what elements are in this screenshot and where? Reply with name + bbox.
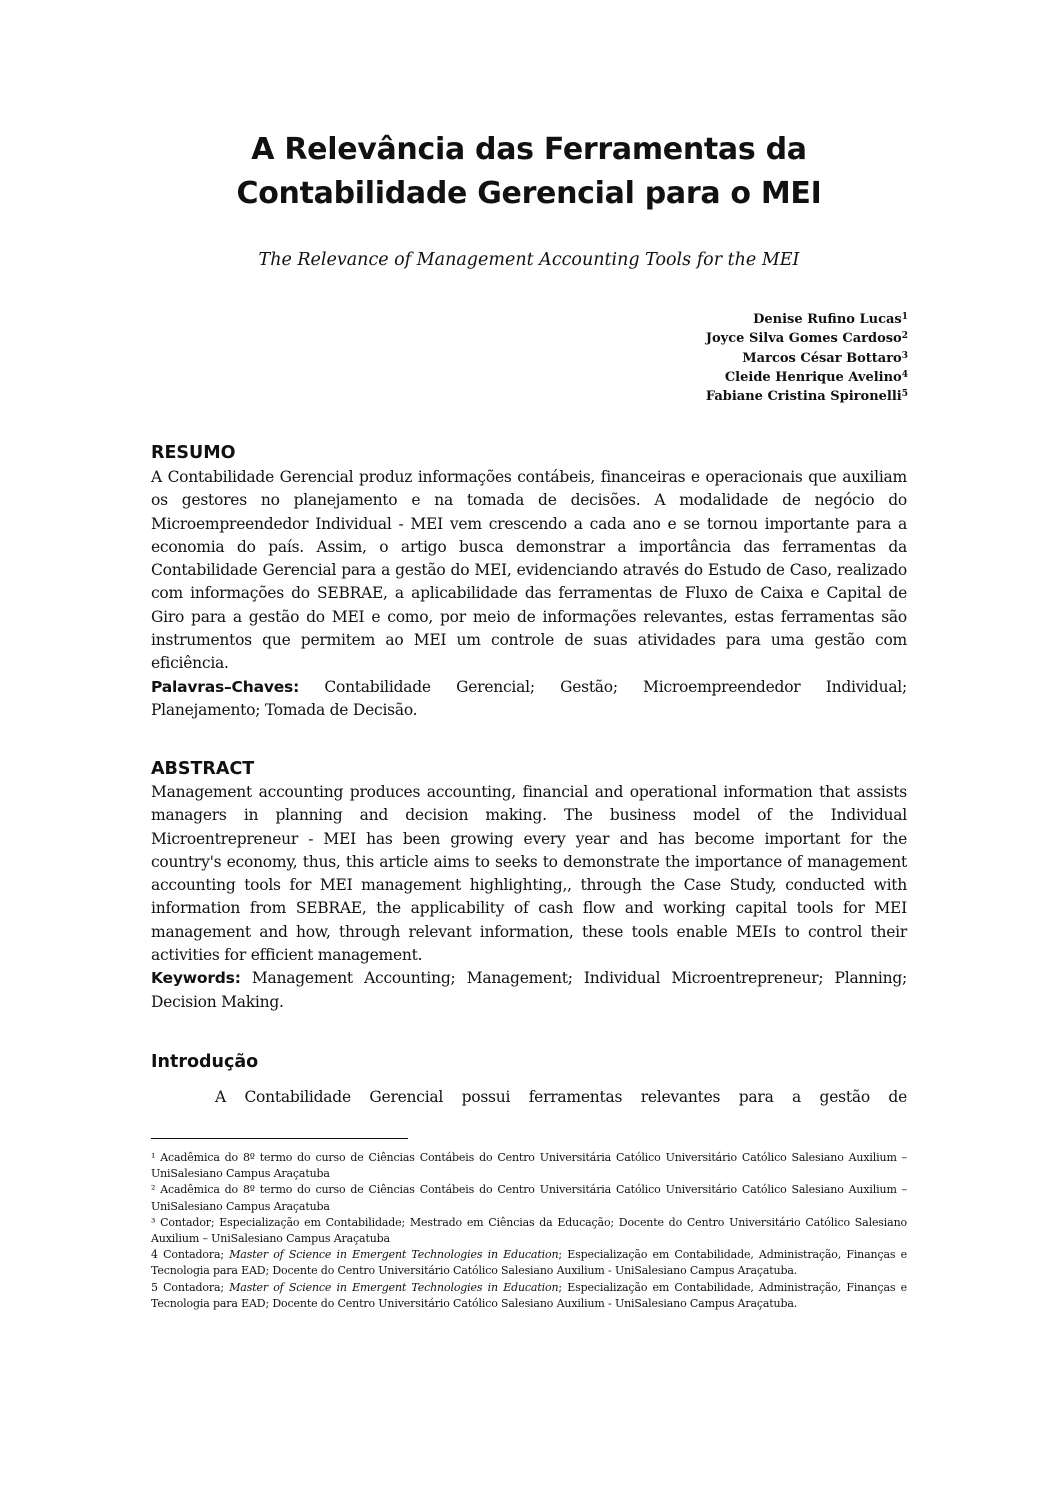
footnote-text: Contador; Especialização em Contabilidade; Mestrado em Ciências da Educação; Docente do Centro Universitário Católico Salesiano Auxilium – UniSalesiano Campus Araçatuba xyxy=(151,1215,907,1246)
author xyxy=(706,310,908,329)
footnote xyxy=(151,1150,907,1182)
author-footnote-mark: 2 xyxy=(901,331,908,342)
footnote-text-pre: Contadora; xyxy=(163,1248,224,1262)
author xyxy=(706,349,908,368)
author-name: Marcos César Bottaro xyxy=(742,350,902,366)
author-name: Fabiane Cristina Spironelli xyxy=(705,389,902,405)
footnote-mark: 5 xyxy=(151,1280,158,1294)
footnotes xyxy=(151,1150,907,1312)
abstract-keywords-label: Keywords: xyxy=(151,969,241,988)
footnote-text-post: ; Especialização em Contabilidade, Administração, Finanças e Tecnologia para EAD; Docente do Centro Universitário Católico Salesiano Auxilium - UniSalesiano Campus Araçatuba. xyxy=(151,1280,907,1310)
abstract-section xyxy=(151,781,907,1014)
author-footnote-mark: 4 xyxy=(901,369,908,380)
author xyxy=(706,387,908,406)
abstract-body: Management accounting produces accounting, financial and operational information that assists managers in planning and decision making. The business model of the Individual Microentrepreneur - MEI has been growing every year and has become important for the country's economy, thus, this article aims to seeks to demonstrate the importance of management accounting tools for MEI management highlighting,, through the Case Study, conducted with information from SEBRAE, the applicability of cash flow and working capital tools for MEI management and how, through relevant information, these tools enable MEIs to control their activities for efficient management. xyxy=(151,783,907,965)
author xyxy=(706,368,908,387)
author-footnote-mark: 5 xyxy=(901,389,908,400)
paper-subtitle: The Relevance of Management Accounting Tools for the MEI xyxy=(258,250,800,270)
footnote-text: Acadêmica do 8º termo do curso de Ciências Contábeis do Centro Universitária Católico Universitário Católico Salesiano Auxilium – UniSalesiano Campus Araçatuba xyxy=(151,1183,907,1213)
footnote-mark: ² xyxy=(151,1183,156,1197)
author-name: Joyce Silva Gomes Cardoso xyxy=(705,331,902,347)
footnote xyxy=(151,1215,907,1247)
intro-heading: Introdução xyxy=(151,1052,259,1072)
author-footnote-mark: 3 xyxy=(901,350,908,361)
paper-title-line-1: A Relevância das Ferramentas da xyxy=(251,132,807,167)
footnote-text: Acadêmica do 8º termo do curso de Ciências Contábeis do Centro Universitária Católico Universitário Católico Salesiano Auxilium – UniSalesiano Campus Araçatuba xyxy=(151,1151,907,1181)
footnote-text-italic: Master of Science in Emergent Technologies in Education xyxy=(229,1280,559,1294)
author-name: Cleide Henrique Avelino xyxy=(724,369,902,385)
author-name: Denise Rufino Lucas xyxy=(753,312,902,327)
resumo-section xyxy=(151,466,907,722)
intro-first-line: A Contabilidade Gerencial possui ferramentas relevantes para a gestão de xyxy=(215,1088,907,1106)
footnote xyxy=(151,1247,907,1279)
resumo-keywords-label: Palavras–Chaves: xyxy=(151,677,300,696)
abstract-heading: ABSTRACT xyxy=(151,759,255,779)
author xyxy=(706,329,908,348)
footnote-text-italic: Master of Science in Emergent Technologies in Education xyxy=(229,1248,559,1262)
footnote-mark: ³ xyxy=(151,1215,156,1229)
paper-title xyxy=(100,128,958,216)
footnote-separator xyxy=(151,1138,408,1139)
resumo-keywords: Contabilidade Gerencial; Gestão; Microempreendedor Individual; Planejamento; Tomada de Decisão. xyxy=(151,677,907,719)
footnote-mark: ¹ xyxy=(151,1151,156,1164)
abstract-keywords: Management Accounting; Management; Individual Microentrepreneur; Planning; Decision Making. xyxy=(151,969,907,1011)
paper-title-line-2: Contabilidade Gerencial para o MEI xyxy=(236,176,822,211)
resumo-heading: RESUMO xyxy=(151,443,236,463)
footnote xyxy=(151,1280,907,1312)
footnote xyxy=(151,1182,907,1214)
resumo-body: A Contabilidade Gerencial produz informações contábeis, financeiras e operacionais que auxiliam os gestores no planejamento e na tomada de decisões. A modalidade de negócio do Microempreendedor Individual - MEI vem crescendo a cada ano e se tornou importante para a economia do país. Assim, o artigo busca demonstrar a importância das ferramentas da Contabilidade Gerencial para a gestão do MEI, evidenciando através do Estudo de Caso, realizado com informações do SEBRAE, a aplicabilidade das ferramentas de Fluxo de Caixa e Capital de Giro para a gestão do MEI e como, por meio de informações relevantes, estas ferramentas são instrumentos que permitem ao MEI um controle de suas atividades para uma gestão com eficiência. xyxy=(151,468,907,673)
footnote-text-post: ; Especialização em Contabilidade, Administração, Finanças e Tecnologia para EAD; Docente do Centro Universitário Católico Salesiano Auxilium - UniSalesiano Campus Araçatuba. xyxy=(151,1248,907,1278)
author-list xyxy=(706,310,908,406)
footnote-text-pre: Contadora; xyxy=(163,1280,224,1294)
author-footnote-mark: 1 xyxy=(901,312,908,322)
footnote-mark: 4 xyxy=(151,1248,158,1262)
